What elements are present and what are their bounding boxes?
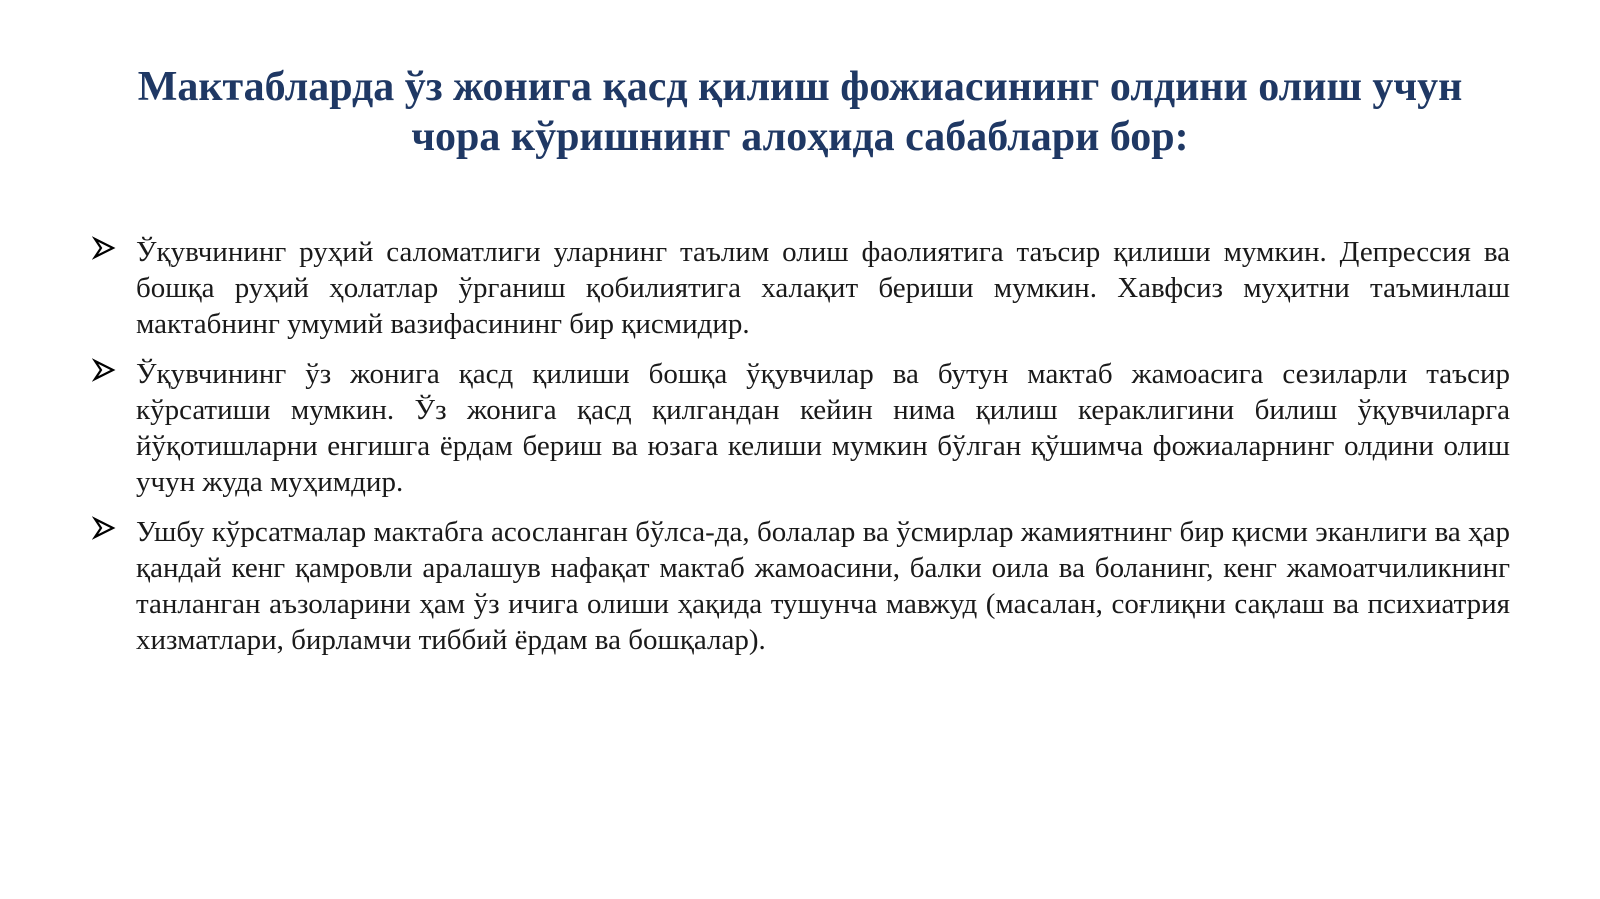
bullet-text: Ўқувчининг руҳий саломатлиги уларнинг таълим олиш фаолиятига таъсир қилиши мумкин. Депрессия ва бошқа руҳий ҳолатлар ўрганиш қобилиятига халақит бериши мумкин. Хавфсиз муҳитни таъминлаш мактабнинг умумий вазифасининг бир қисмидир. bbox=[136, 236, 1510, 340]
arrow-bullet-icon bbox=[92, 516, 116, 540]
slide-title: Мактабларда ўз жонига қасд қилиш фожиасининг олдини олиш учун чора кўришнинг алоҳида сабаблари бор: bbox=[137, 64, 1463, 160]
bullet-item bbox=[90, 514, 1510, 658]
bullet-list bbox=[90, 234, 1510, 672]
arrow-bullet-icon bbox=[92, 236, 116, 260]
bullet-text: Ушбу кўрсатмалар мактабга асосланган бўлса-да, болалар ва ўсмирлар жамиятнинг бир қисми эканлиги ва ҳар қандай кенг қамровли аралашув нафақат мактаб жамоасини, балки оила ва боланинг, кенг жамоатчиликнинг танланган аъзоларини ҳам ўз ичига олиши ҳақида тушунча мавжуд (масалан, соғлиқни сақлаш ва психиатрия хизматлари, бирламчи тиббий ёрдам ва бошқалар). bbox=[136, 516, 1510, 656]
bullet-item bbox=[90, 234, 1510, 342]
bullet-text: Ўқувчининг ўз жонига қасд қилиши бошқа ўқувчилар ва бутун мактаб жамоасига сезиларли таъсир кўрсатиши мумкин. Ўз жонига қасд қилгандан кейин нима қилиш кераклигини билиш ўқувчиларга йўқотишларни енгишга ёрдам бериш ва юзага келиши мумкин бўлган қўшимча фожиаларнинг олдини олиш учун жуда муҳимдир. bbox=[136, 358, 1510, 498]
bullet-item bbox=[90, 356, 1510, 500]
arrow-bullet-icon bbox=[92, 358, 116, 382]
